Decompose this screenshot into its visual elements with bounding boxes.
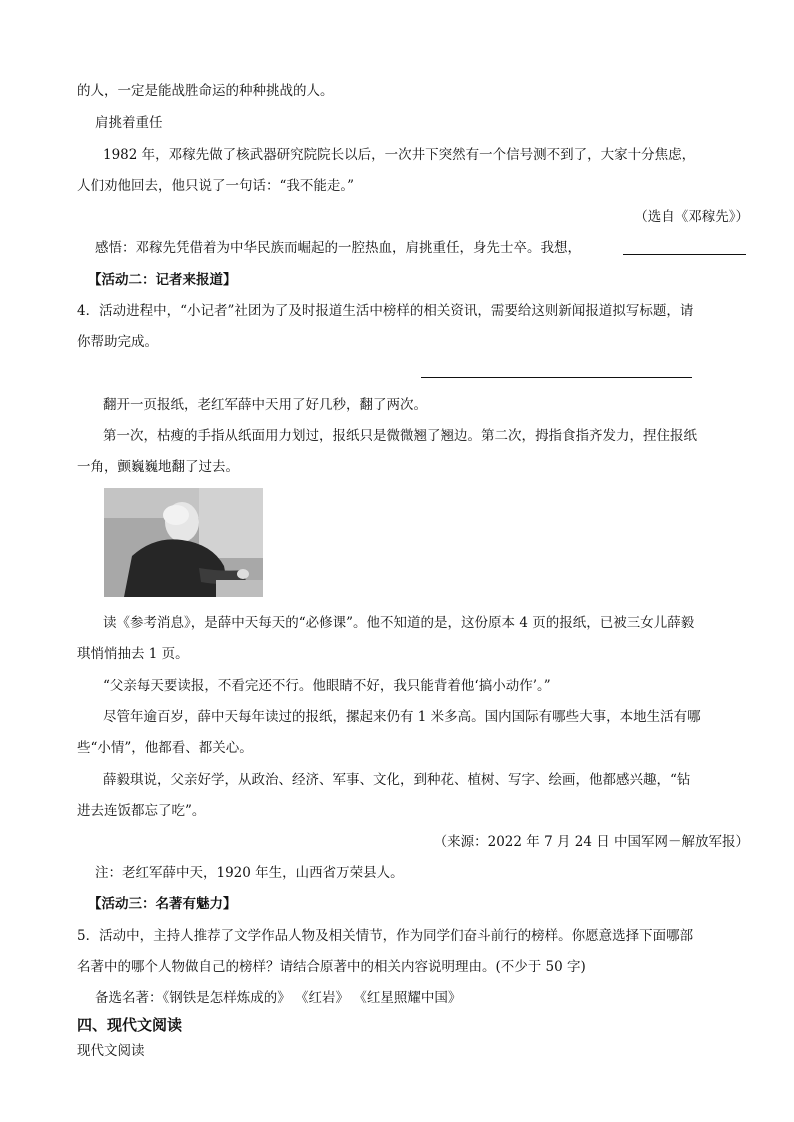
section-heading: 肩挑着重任: [95, 115, 163, 131]
text-line: 1982 年，邓稼先做了核武器研究院院长以后，一次井下突然有一个信号测不到了，大家十分焦虑，: [103, 147, 696, 163]
source-citation: （来源：2022 年 7 月 24 日 中国军网－解放军报）: [433, 834, 749, 850]
book-options: 备选名著：《钢铁是怎样炼成的》 《红岩》 《红星照耀中国》: [95, 990, 462, 1006]
note-line: 注：老红军薛中天，1920 年生，山西省万荣县人。: [95, 865, 404, 881]
source-citation: （选自《邓稼先》）: [634, 209, 749, 225]
text-line: 第一次，枯瘦的手指从纸面用力划过，报纸只是微微翘了翘边。第二次，拇指食指齐发力，捏住报纸: [103, 428, 697, 444]
text-line: 感悟：邓稼先凭借着为中华民族而崛起的一腔热血，肩挑重任，身先士卒。我想，: [95, 240, 581, 256]
question-4: 4．活动进程中，“小记者”社团为了及时报道生活中榜样的相关资讯，需要给这则新闻报道拟写标题，请: [77, 303, 694, 319]
section-title: 四、现代文阅读: [77, 1016, 183, 1034]
text-line: 名著中的哪个人物做自己的榜样？请结合原著中的相关内容说明理由。(不少于 50 字): [77, 959, 586, 975]
text-line: 琪悄悄抽去 1 页。: [77, 646, 189, 662]
subsection-label: 现代文阅读: [77, 1043, 145, 1059]
question-5: 5．活动中，主持人推荐了文学作品人物及相关情节，作为同学们奋斗前行的榜样。你愿意选择下面哪部: [77, 928, 694, 944]
answer-blank[interactable]: [623, 254, 746, 255]
text-line: 薛毅琪说，父亲好学，从政治、经济、军事、文化，到种花、植树、写字、绘画，他都感兴趣，“钻: [103, 772, 691, 788]
text-line: 些“小情”，他都看、都关心。: [77, 740, 253, 756]
text-line: 你帮助完成。: [77, 334, 158, 350]
text-line: 读《参考消息》，是薛中天每天的“必修课”。他不知道的是，这份原本 4 页的报纸，已被三女儿薛毅: [103, 615, 695, 631]
text-line: 人们劝他回去，他只说了一句话：“我不能走。”: [77, 178, 355, 194]
activity-heading: 【活动三：名著有魅力】: [88, 896, 237, 912]
text-line: 进去连饭都忘了吃”。: [77, 803, 206, 819]
text-line: 尽管年逾百岁，薛中天每年读过的报纸，摞起来仍有 1 米多高。国内国际有哪些大事，本地生活有哪: [103, 709, 701, 725]
activity-heading: 【活动二：记者来报道】: [88, 272, 237, 288]
elderly-man-reading-photo: [104, 488, 263, 597]
text-line: 的人，一定是能战胜命运的种种挑战的人。: [77, 83, 334, 99]
text-line: 一角，颤巍巍地翻了过去。: [77, 459, 239, 475]
title-answer-blank[interactable]: [421, 377, 692, 378]
news-photo: [104, 488, 263, 597]
text-line: 翻开一页报纸，老红军薛中天用了好几秒，翻了两次。: [103, 397, 427, 413]
quote-line: “父亲每天要读报，不看完还不行。他眼睛不好，我只能背着他‘搞小动作’。”: [103, 678, 551, 694]
